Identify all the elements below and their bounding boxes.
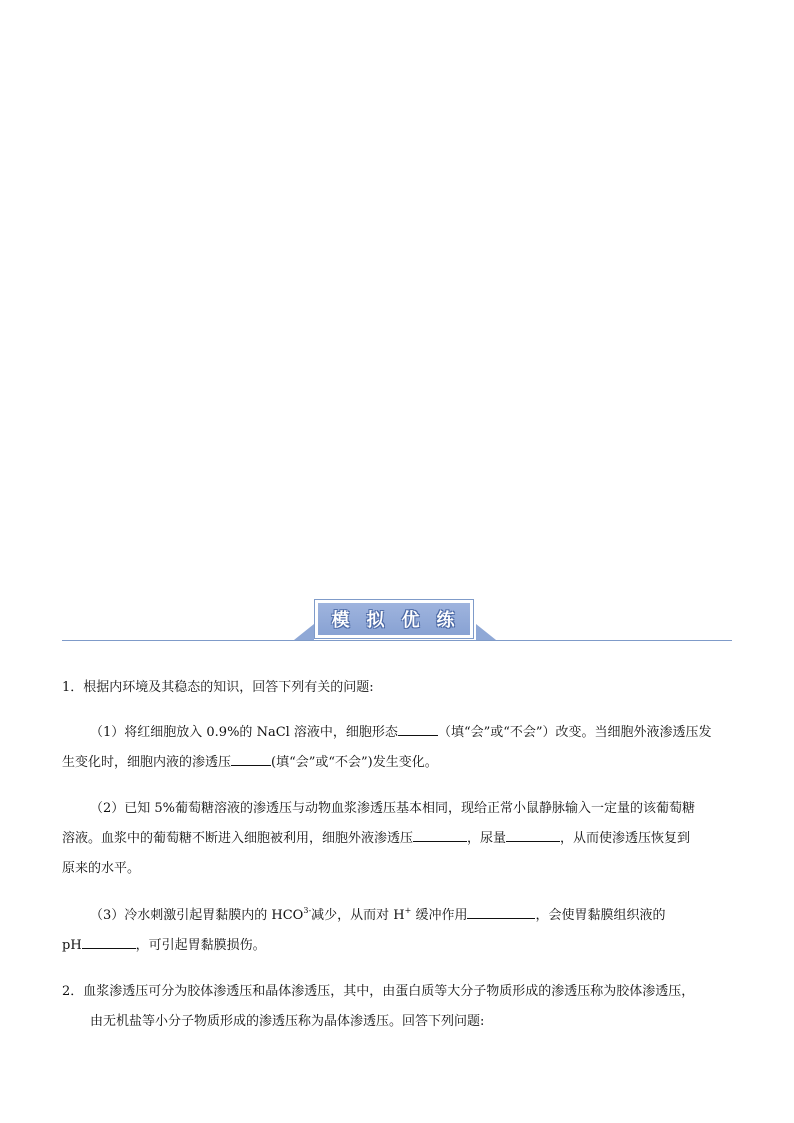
banner-left-ornament <box>294 624 314 640</box>
banner-title-box <box>314 599 474 639</box>
q1-part3-sup2: + <box>404 906 412 915</box>
q1-part3-text-d: ，会使胃黏膜组织液的 <box>535 908 666 923</box>
banner-char-2: 拟 <box>366 610 387 631</box>
q1-part1-text-a: （1）将红细胞放入 0.9%的 NaCl 溶液中，细胞形态 <box>90 725 398 740</box>
answer-blank[interactable] <box>413 829 467 842</box>
answer-blank[interactable] <box>467 906 535 919</box>
banner-right-ornament <box>476 624 496 640</box>
q1-part1-text-b: （填“会”或“不会”）改变。当细胞外液渗透压发 <box>437 725 712 740</box>
q1-part3-text-c: 缓冲作用 <box>411 908 468 923</box>
q1-part3-line2 <box>62 934 266 953</box>
q1-part2-line1 <box>90 797 695 816</box>
q1-part1-line1 <box>90 721 712 740</box>
answer-blank[interactable] <box>82 936 136 949</box>
q1-part3-line1 <box>90 904 666 923</box>
q1-part3-text-f: ，可引起胃黏膜损伤。 <box>135 938 266 953</box>
banner-char-4: 练 <box>436 610 457 631</box>
q1-part2-text-a: （2）已知 5%葡萄糖溶液的渗透压与动物血浆渗透压基本相同，现给正常小鼠静脉输入一定量的该葡萄糖 <box>90 801 696 816</box>
answer-blank[interactable] <box>231 753 271 766</box>
q1-part1-line2 <box>62 751 438 770</box>
banner-char-3: 优 <box>401 610 422 631</box>
q1-part2-text-c: ，尿量 <box>467 831 507 846</box>
q1-part3-sup: 3- <box>303 906 312 915</box>
q1-part3-text-a: （3）冷水刺激引起胃黏膜内的 HCO <box>90 908 304 923</box>
banner-rule <box>62 640 732 641</box>
q1-part1-text-c: 生变化时，细胞内液的渗透压 <box>62 755 232 770</box>
q1-part3-text-b: 减少，从而对 H <box>311 908 405 923</box>
q1-part2-line2 <box>62 827 690 846</box>
banner-char-1: 模 <box>331 610 352 631</box>
q1-part2-text-d: ，从而使渗透压恢复到 <box>560 831 691 846</box>
question-2-stem-line1: 2．血浆渗透压可分为胶体渗透压和晶体渗透压，其中，由蛋白质等大分子物质形成的渗透压称为胶体渗透压， <box>62 984 695 999</box>
answer-blank[interactable] <box>398 723 438 736</box>
section-banner <box>62 596 732 644</box>
q1-part2-text-e: 原来的水平。 <box>62 861 141 876</box>
q1-part2-line3 <box>62 857 140 876</box>
question-1-stem: 1．根据内环境及其稳态的知识，回答下列有关的问题: <box>62 680 374 695</box>
question-2-stem-line2: 由无机盐等小分子物质形成的渗透压称为晶体渗透压。回答下列问题: <box>90 1014 485 1029</box>
q1-part2-text-b: 溶液。血浆中的葡萄糖不断进入细胞被利用，细胞外液渗透压 <box>62 831 414 846</box>
answer-blank[interactable] <box>506 829 560 842</box>
q1-part1-text-d: (填“会”或“不会”)发生变化。 <box>271 755 438 770</box>
q1-part3-text-e: pH <box>62 938 82 953</box>
